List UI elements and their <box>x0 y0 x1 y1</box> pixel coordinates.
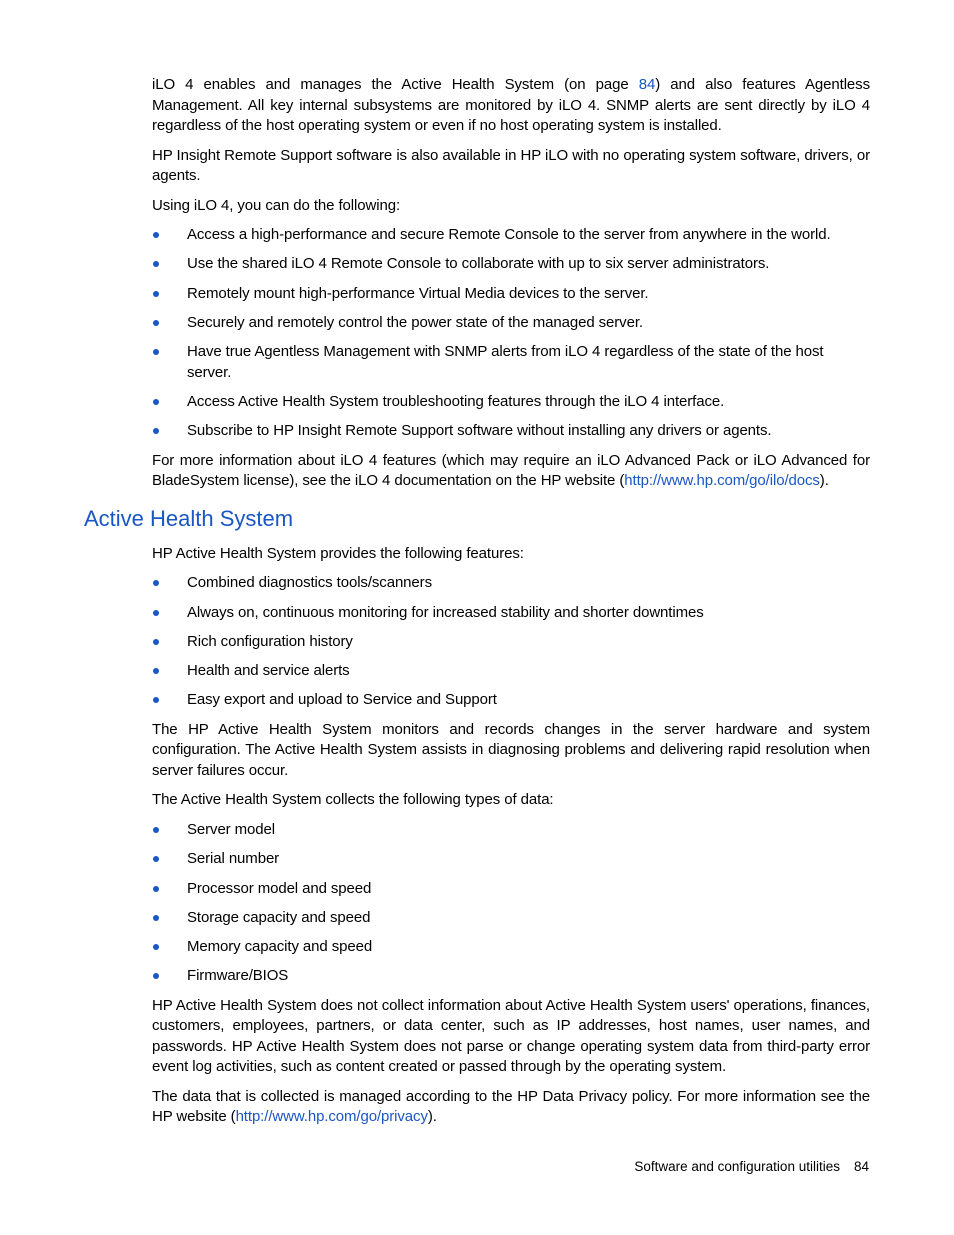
intro-paragraph-using-ilo: Using iLO 4, you can do the following: <box>152 196 401 214</box>
bullet-icon <box>153 232 159 238</box>
list-item-text: Always on, continuous monitoring for increased stability and shorter downtimes <box>187 603 704 621</box>
list-item <box>152 661 870 682</box>
page-84-link[interactable]: 84 <box>638 76 656 93</box>
bullet-icon <box>153 944 159 950</box>
ahs-text: ). <box>427 1108 437 1126</box>
ahs-paragraph-data-types-intro: The Active Health System collects the following types of data: <box>152 791 554 809</box>
list-item-text: Rich configuration history <box>187 632 353 650</box>
bullet-icon <box>153 580 159 586</box>
intro-text: ) and also features Agentless Management. All key internal subsystems are monitored by iLO 4. SNMP alerts are sent directly by iLO 4 regardless of the host operating system or even if no host operating system is installed. <box>152 76 870 134</box>
ahs-text: The data that is collected is managed according to the HP Data Privacy policy. For more information see the HP website ( <box>152 1087 870 1126</box>
list-item <box>152 966 870 987</box>
list-item-text: Combined diagnostics tools/scanners <box>187 574 432 592</box>
ahs-paragraph-privacy-scope: HP Active Health System does not collect information about Active Health System users' operations, finances, customers, employees, partners, or data center, such as IP addresses, host names, user names, and passwords. HP Active Health System does not parse or change operating system data from third-party error event log activities, such as content created or passed through by the operating system. <box>152 996 870 1076</box>
bullet-icon <box>153 697 159 703</box>
intro-text: iLO 4 enables and manages the Active Health System (on page <box>152 76 639 93</box>
list-item <box>152 603 870 624</box>
list-item <box>152 421 870 442</box>
list-item-text: Serial number <box>187 850 280 868</box>
list-item-text: Server model <box>187 820 276 838</box>
list-item-text: Subscribe to HP Insight Remote Support software without installing any drivers or agents. <box>187 422 772 440</box>
document-body <box>84 75 870 1137</box>
list-item <box>152 690 870 711</box>
list-item-text: Storage capacity and speed <box>187 908 371 926</box>
intro-text: For more information about iLO 4 features (which may require an iLO Advanced Pack or iLO Advanced for BladeSystem license), see the iLO 4 documentation on the HP website ( <box>152 451 870 490</box>
list-item <box>152 284 870 305</box>
list-item-text: Health and service alerts <box>187 662 350 680</box>
intro-paragraph-ilo-ahs <box>152 75 870 137</box>
ahs-paragraph-monitoring: The HP Active Health System monitors and records changes in the server hardware and system configuration. The Active Health System assists in diagnosing problems and delivering rapid resolution when server failures occur. <box>152 720 870 779</box>
bullet-icon <box>153 349 159 355</box>
list-item-text: Securely and remotely control the power state of the managed server. <box>187 313 643 331</box>
ahs-paragraph-features-intro: HP Active Health System provides the following features: <box>152 544 524 562</box>
intro-text: ). <box>819 472 829 490</box>
list-item-text: Access a high-performance and secure Remote Console to the server from anywhere in the world. <box>187 226 831 243</box>
ahs-paragraph-privacy-policy <box>152 1087 870 1128</box>
bullet-icon <box>153 428 159 434</box>
ilo-docs-link[interactable]: http://www.hp.com/go/ilo/docs <box>624 472 820 490</box>
list-item <box>152 937 870 958</box>
list-item-text: Use the shared iLO 4 Remote Console to collaborate with up to six server administrators. <box>187 255 770 273</box>
bullet-icon <box>153 827 159 833</box>
list-item-text: Access Active Health System troubleshooting features through the iLO 4 interface. <box>187 392 725 410</box>
list-item <box>152 225 870 246</box>
bullet-icon <box>153 399 159 405</box>
intro-paragraph-more-info <box>152 451 870 492</box>
bullet-icon <box>153 320 159 326</box>
list-item <box>152 632 870 653</box>
list-item <box>152 879 870 900</box>
list-item <box>152 342 870 383</box>
list-item-text: Remotely mount high-performance Virtual Media devices to the server. <box>187 284 649 302</box>
list-item-text: Memory capacity and speed <box>187 938 373 956</box>
intro-paragraph-remote-support: HP Insight Remote Support software is also available in HP iLO with no operating system software, drivers, or agents. <box>152 146 870 184</box>
bullet-icon <box>153 261 159 267</box>
list-item <box>152 820 870 841</box>
list-item-text: Have true Agentless Management with SNMP alerts from iLO 4 regardless of the state of the host server. <box>187 343 824 381</box>
ahs-data-types-list <box>152 820 870 987</box>
page-footer <box>634 1158 869 1176</box>
list-item <box>152 573 870 594</box>
list-item-text: Firmware/BIOS <box>187 967 289 985</box>
ilo-capabilities-list <box>152 225 870 442</box>
bullet-icon <box>153 291 159 297</box>
bullet-icon <box>153 973 159 979</box>
list-item <box>152 908 870 929</box>
bullet-icon <box>153 610 159 616</box>
list-item-text: Easy export and upload to Service and Support <box>187 691 497 709</box>
bullet-icon <box>153 856 159 862</box>
list-item <box>152 392 870 413</box>
footer-section-title: Software and configuration utilities <box>634 1159 840 1174</box>
hp-privacy-link[interactable]: http://www.hp.com/go/privacy <box>235 1108 428 1126</box>
list-item-text: Processor model and speed <box>187 879 372 897</box>
bullet-icon <box>153 886 159 892</box>
list-item <box>152 313 870 334</box>
bullet-icon <box>153 639 159 645</box>
bullet-icon <box>153 915 159 921</box>
bullet-icon <box>153 668 159 674</box>
section-heading-active-health-system: Active Health System <box>84 505 294 531</box>
list-item <box>152 254 870 275</box>
list-item <box>152 849 870 870</box>
ahs-features-list <box>152 573 870 711</box>
footer-page-number: 84 <box>853 1159 869 1174</box>
